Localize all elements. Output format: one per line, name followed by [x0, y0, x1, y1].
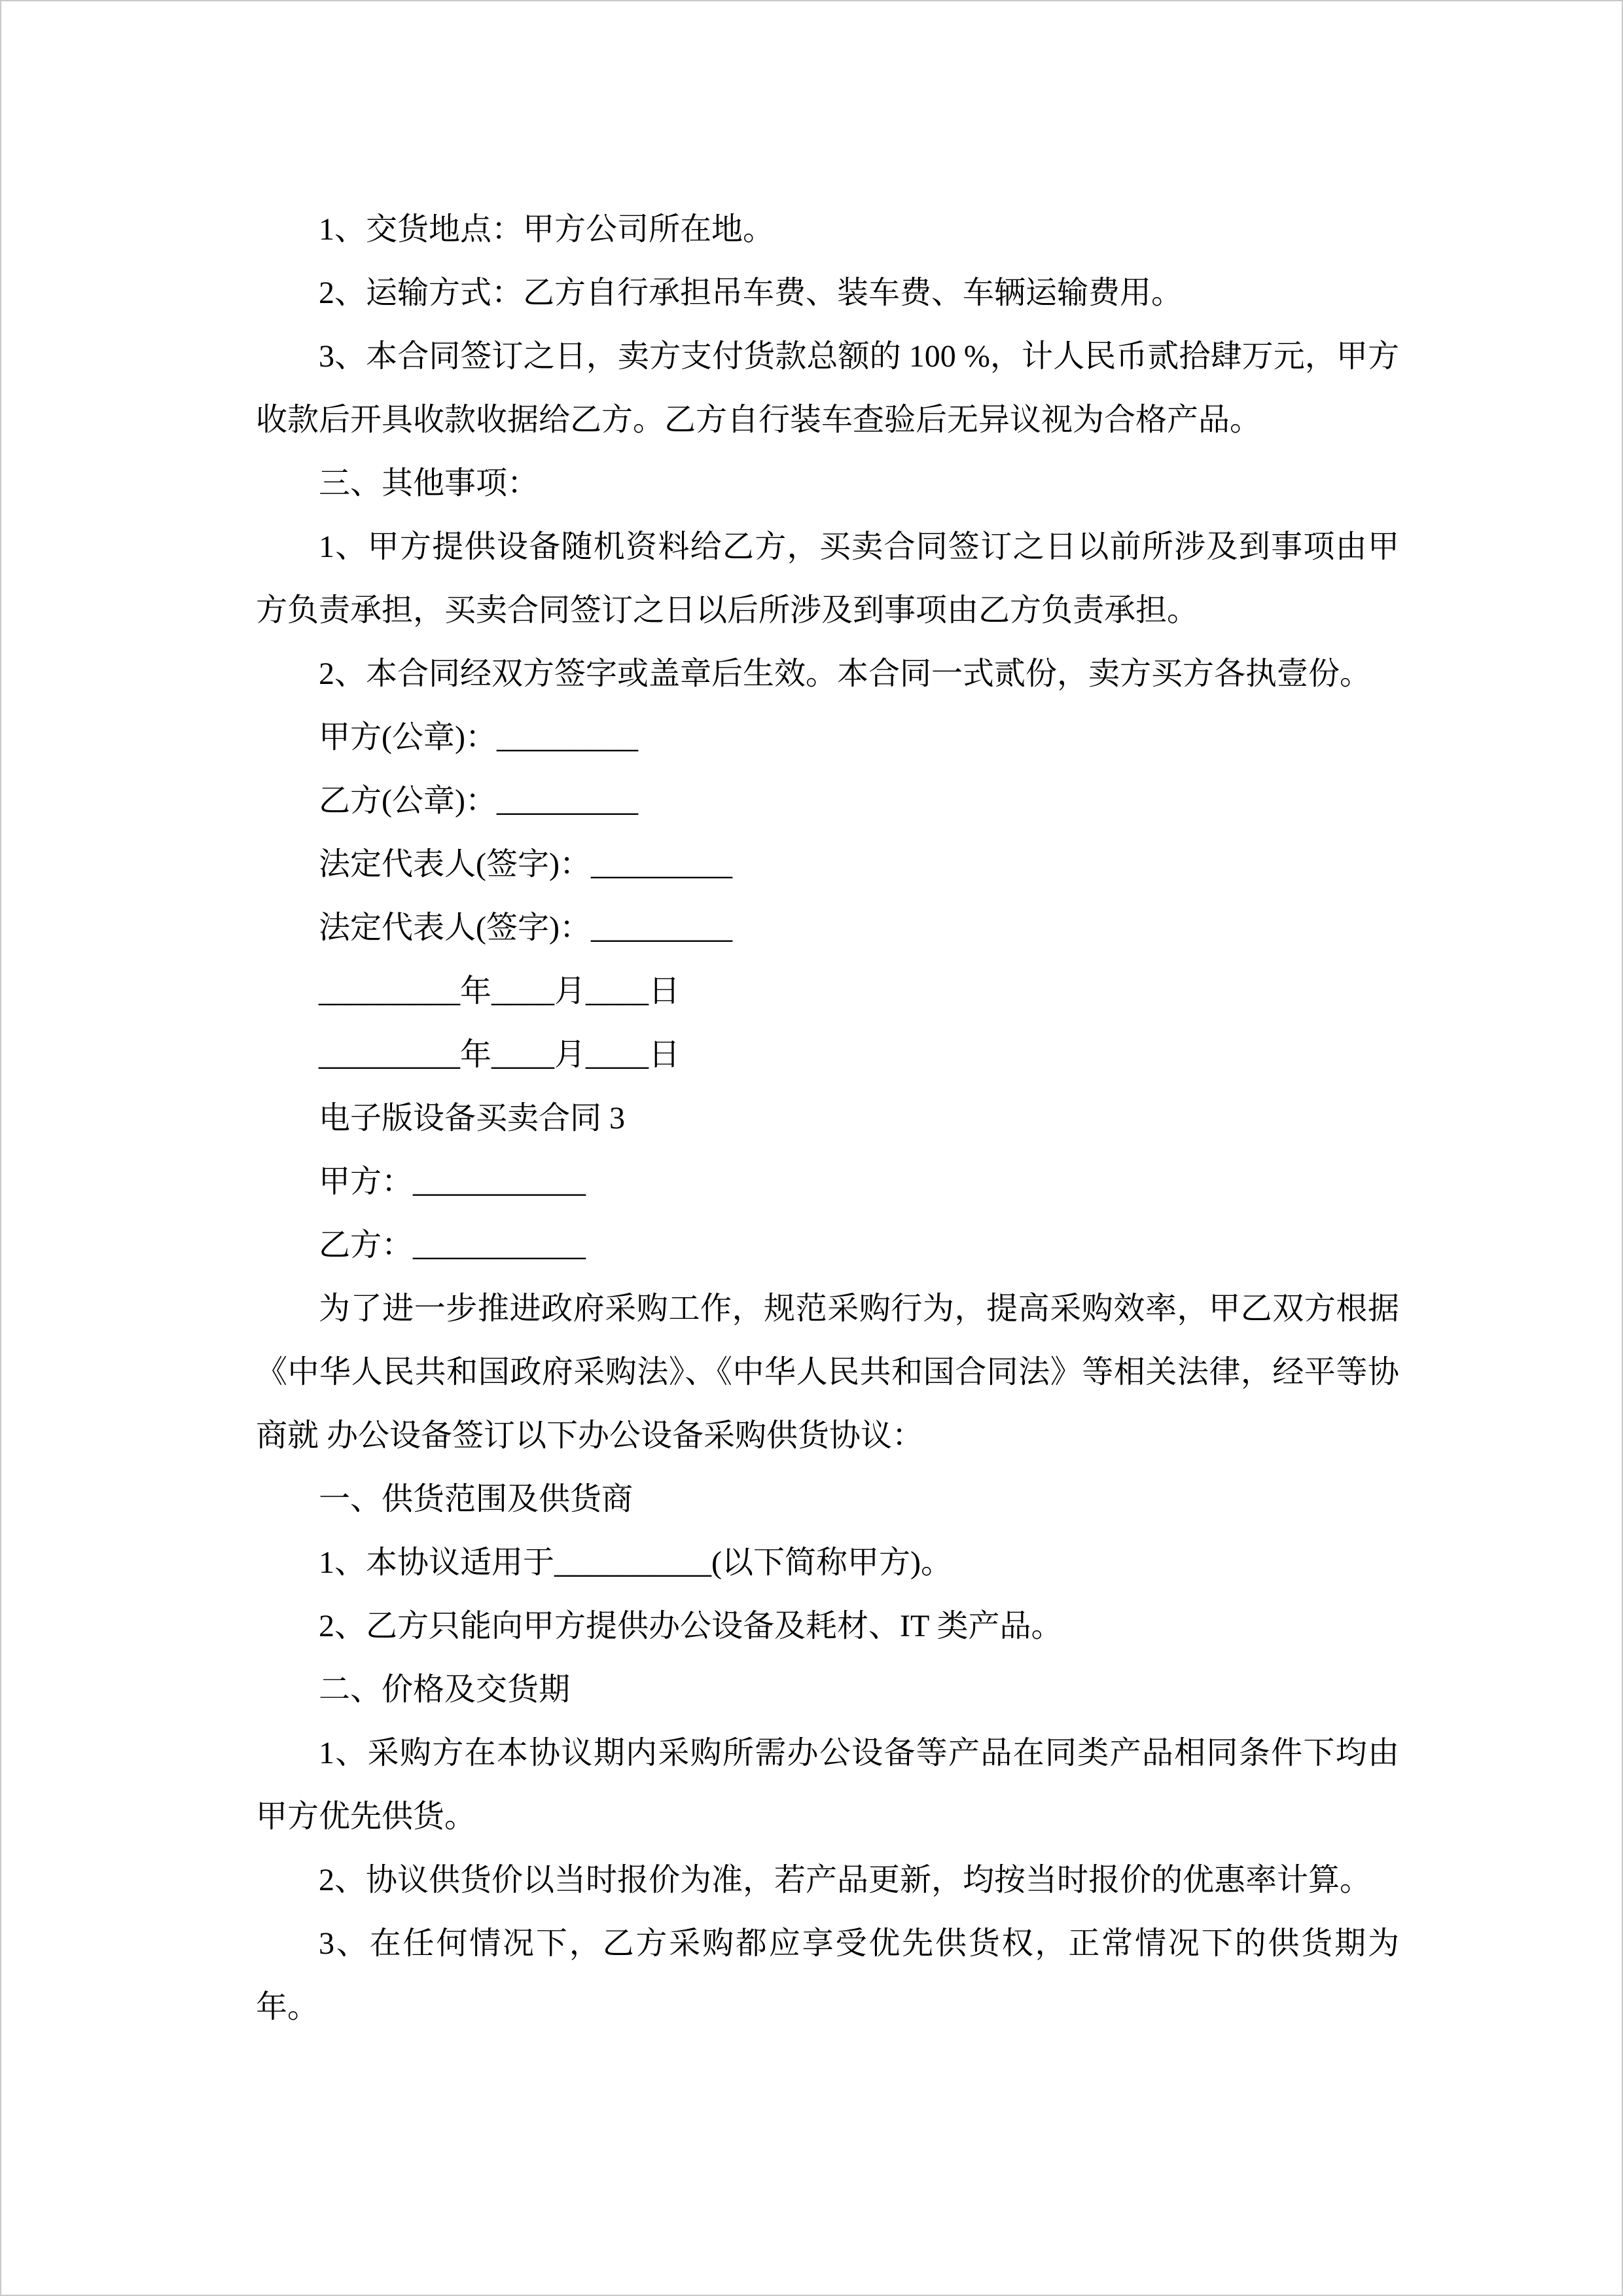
clause-delivery-location: 1、交货地点：甲方公司所在地。	[319, 212, 775, 247]
signature-line-legal-rep-b: 法定代表人(签字)：_________	[319, 910, 732, 945]
preamble-paragraph: 为了进一步推进政府采购工作，规范采购行为，提高采购效率，甲乙双方根据《中华人民共和国政府采购法》、《中华人民共和国合同法》等相关法律，经平等协商就 办公设备签订以下办公设备采购供货协议：	[256, 1291, 1399, 1453]
signature-line-party-a-seal: 甲方(公章)：_________	[319, 720, 638, 755]
signature-line-party-b-seal: 乙方(公章)：_________	[319, 783, 638, 818]
document-content	[256, 198, 1399, 2039]
clause-priority-supply: 1、采购方在本协议期内采购所需办公设备等产品在同类产品相同条件下均由甲方优先供货。	[256, 1736, 1399, 1834]
section-heading-price-delivery: 二、价格及交货期	[319, 1672, 571, 1707]
clause-supply-products: 2、乙方只能向甲方提供办公设备及耗材、IT 类产品。	[319, 1609, 1063, 1643]
party-b-blank-line: 乙方：___________	[319, 1228, 586, 1263]
section-heading-other-matters: 三、其他事项：	[319, 466, 539, 501]
contract-title-3: 电子版设备买卖合同 3	[319, 1101, 626, 1136]
clause-payment-terms: 3、本合同签订之日，卖方支付货款总额的 100 %，计人民币贰拾肆万元，甲方收款后开具收款收据给乙方。乙方自行装车查验后无异议视为合格产品。	[256, 339, 1399, 437]
clause-transport-method: 2、运输方式：乙方自行承担吊车费、装车费、车辆运输费用。	[319, 276, 1183, 310]
section-heading-supply-scope: 一、供货范围及供货商	[319, 1482, 633, 1516]
clause-responsibility-split: 1、甲方提供设备随机资料给乙方，买卖合同签订之日以前所涉及到事项由甲方负责承担，买卖合同签订之日以后所涉及到事项由乙方负责承担。	[256, 529, 1399, 628]
clause-applicability: 1、本协议适用于__________(以下简称甲方)。	[319, 1545, 952, 1580]
date-line-a: _________年____月____日	[319, 974, 681, 1009]
clause-price-basis: 2、协议供货价以当时报价为准，若产品更新，均按当时报价的优惠率计算。	[319, 1863, 1372, 1897]
party-a-blank-line: 甲方：___________	[319, 1164, 586, 1199]
clause-effectiveness: 2、本合同经双方签字或盖章后生效。本合同一式贰份，卖方买方各执壹份。	[319, 656, 1372, 691]
signature-line-legal-rep-a: 法定代表人(签字)：_________	[319, 847, 732, 882]
date-line-b: _________年____月____日	[319, 1037, 681, 1072]
clause-supply-period: 3、在任何情况下，乙方采购都应享受优先供货权，正常情况下的供货期为年。	[256, 1926, 1399, 2024]
